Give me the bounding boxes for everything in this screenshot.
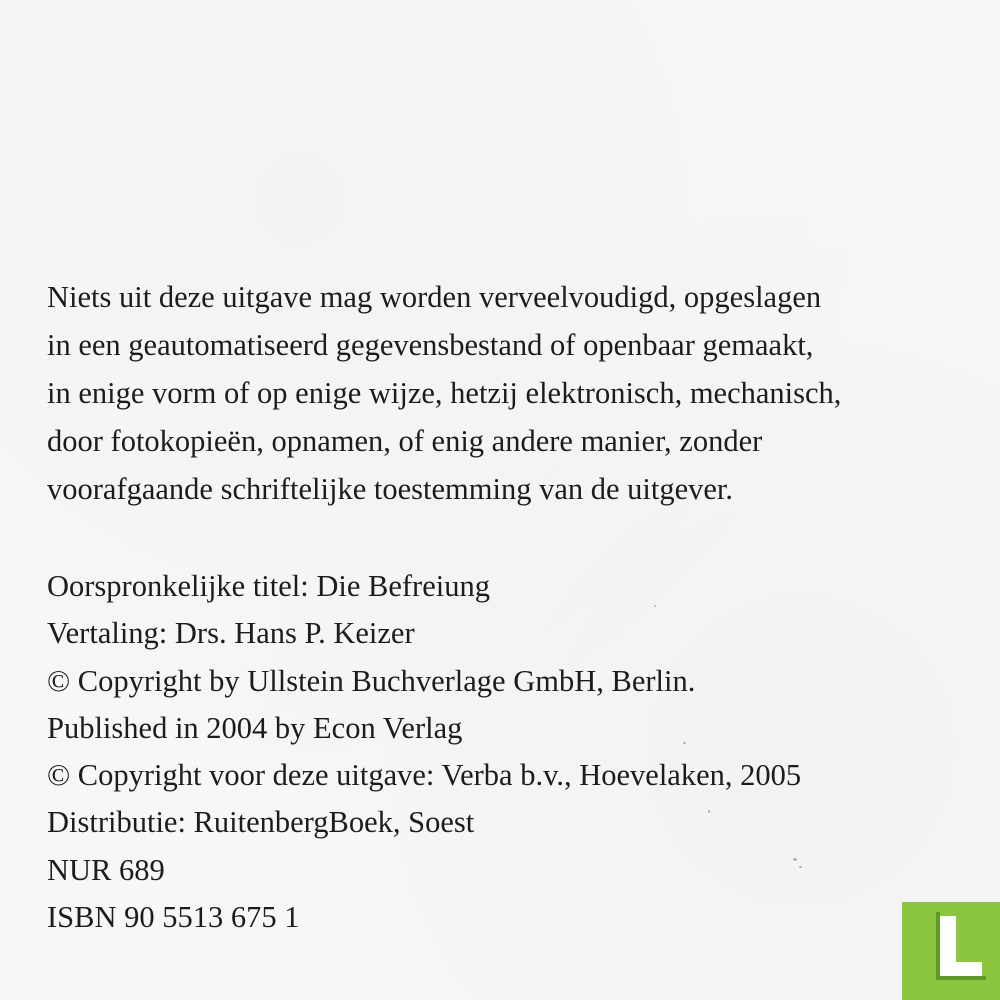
copyright-notice-line: Niets uit deze uitgave mag worden verveelvoudigd, opgeslagen [47, 280, 822, 314]
scan-speck [654, 605, 656, 607]
publication-info: Published in 2004 by Econ Verlag [47, 710, 463, 745]
copyright-notice-line: in enige vorm of op enige wijze, hetzij elektronisch, mechanisch, [47, 376, 842, 410]
original-copyright: © Copyright by Ullstein Buchverlage GmbH, Berlin. [47, 663, 696, 698]
distribution-info: Distributie: RuitenbergBoek, Soest [47, 805, 475, 840]
colophon-details [47, 563, 947, 941]
green-square-l-logo-icon [902, 902, 1000, 1000]
scan-speck [683, 742, 686, 744]
nur-code: NUR 689 [47, 852, 165, 887]
scan-speck [799, 866, 802, 868]
copyright-notice-line: voorafgaande schriftelijke toestemming van de uitgever. [47, 472, 734, 506]
copyright-notice [47, 273, 987, 513]
copyright-notice-line: door fotokopieën, opnamen, of enig andere manier, zonder [47, 424, 763, 458]
edition-copyright: © Copyright voor deze uitgave: Verba b.v., Hoevelaken, 2005 [47, 758, 802, 793]
isbn-number: ISBN 90 5513 675 1 [47, 900, 300, 935]
translation-credit: Vertaling: Drs. Hans P. Keizer [47, 616, 415, 651]
scan-speck [708, 810, 710, 813]
scan-speck [793, 858, 797, 861]
copyright-notice-line: in een geautomatiseerd gegevensbestand of openbaar gemaakt, [47, 328, 814, 362]
original-title: Oorspronkelijke titel: Die Befreiung [47, 569, 490, 603]
